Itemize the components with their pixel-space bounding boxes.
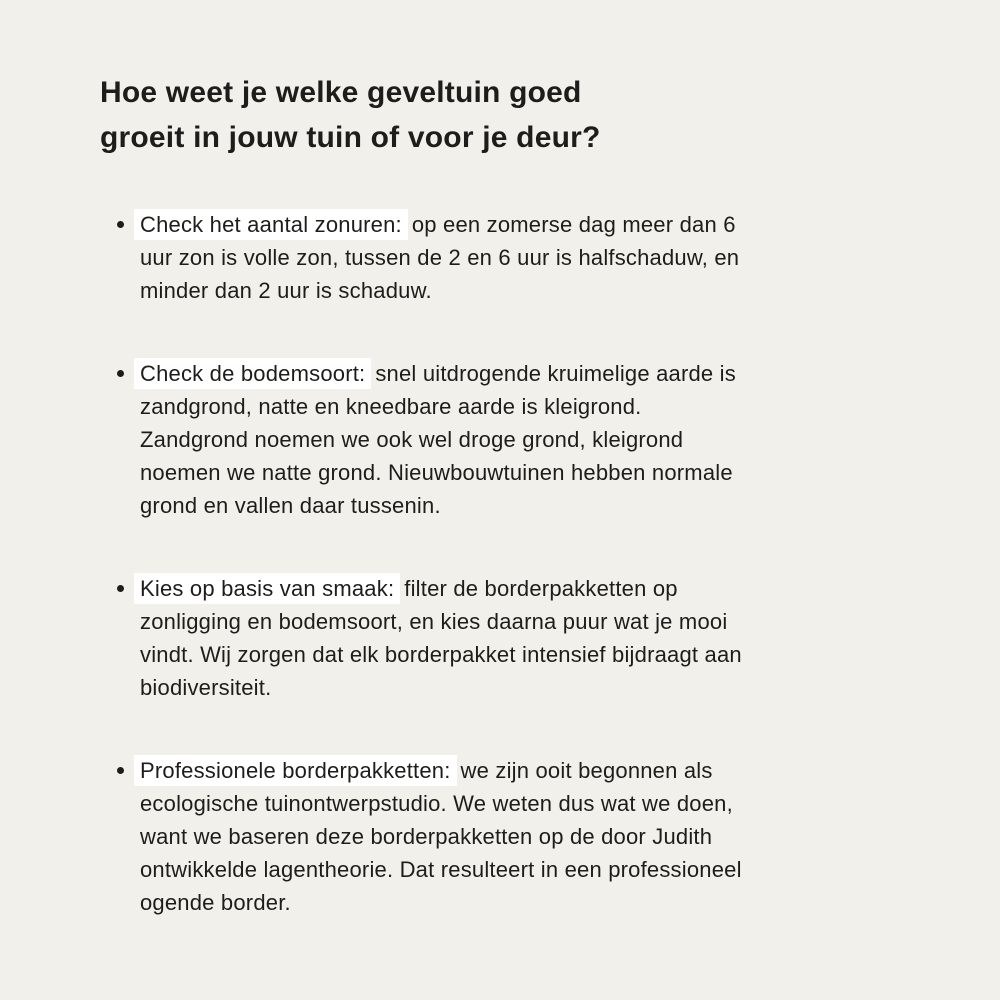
bullet-dot-icon [117,370,124,377]
bullet-lead-highlight: Check de bodemsoort: [134,358,371,389]
list-item [100,357,748,522]
bullet-body-text: snel uitdrogende kruimelige aarde is zandgrond, natte en kneedbare aarde is kleigrond. Zandgrond noemen we ook wel droge grond, kleigrond noemen we natte grond. Nieuwbouwtuinen hebben normale grond en vallen daar tussenin. [140,361,736,518]
list-item [100,572,748,704]
section-title-line-2: groeit in jouw tuin of voor je deur? [100,121,601,154]
bullet-dot-icon [117,767,124,774]
advice-bullet-list [100,208,748,919]
list-item [100,208,748,307]
bullet-body-text: filter de borderpakketten op zonligging en bodemsoort, en kies daarna puur wat je mooi vindt. Wij zorgen dat elk borderpakket intensief bijdraagt aan biodiversiteit. [140,576,742,700]
bullet-lead-highlight: Professionele borderpakketten: [134,755,457,786]
bullet-lead-highlight: Check het aantal zonuren: [134,209,408,240]
section-title-line-1: Hoe weet je welke geveltuin goed [100,76,582,109]
bullet-lead-highlight: Kies op basis van smaak: [134,573,400,604]
bullet-dot-icon [117,221,124,228]
section-title [100,70,920,160]
bullet-body-text: op een zomerse dag meer dan 6 uur zon is volle zon, tussen de 2 en 6 uur is halfschaduw, en minder dan 2 uur is schaduw. [140,212,740,303]
bullet-dot-icon [117,585,124,592]
bullet-body-text: we zijn ooit begonnen als ecologische tuinontwerpstudio. We weten dus wat we doen, want we baseren deze borderpakketten op de door Judith ontwikkelde lagentheorie. Dat resulteert in een professioneel ogende border. [140,758,742,915]
list-item [100,754,748,919]
